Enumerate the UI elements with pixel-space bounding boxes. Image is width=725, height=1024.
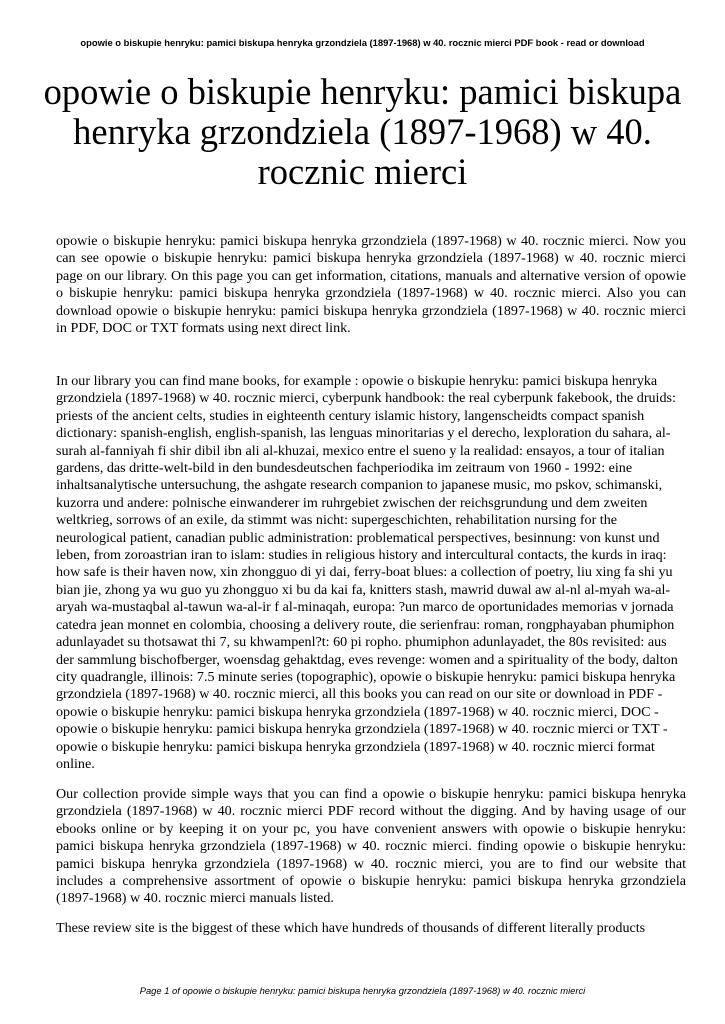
collection-paragraph: Our collection provide simple ways that you can find a opowie o biskupie henryku: pamici biskupa henryka grzondziela (1897-1968) w 40. rocznic mierci PDF record without the digging. And by having usage of our ebooks online or by keeping it on your pc, you have convenient answers with opowie o biskupie henryku: pamici biskupa henryka grzondziela (1897-1968) w 40. rocznic mierci. finding opowie o biskupie henryku: pamici biskupa henryka grzondziela (1897-1968) w 40. rocznic mierci, you are to find our website that includes a comprehensive assortment of opowie o biskupie henryku: pamici biskupa henryka grzondziela (1897-1968) w 40. rocznic mierci manuals listed. bbox=[56, 786, 686, 907]
page-header: opowie o biskupie henryku: pamici biskupa henryka grzondziela (1897-1968) w 40. rocznic mierci PDF book - read or download bbox=[80, 37, 645, 48]
document-title: opowie o biskupie henryku: pamici biskupa henryka grzondziela (1897-1968) w 40. rocznic mierci bbox=[43, 71, 682, 192]
intro-paragraph: opowie o biskupie henryku: pamici biskupa henryka grzondziela (1897-1968) w 40. rocznic mierci. Now you can see opowie o biskupie henryku: pamici biskupa henryka grzondziela (1897-1968) w 40. rocznic mierci page on our library. On this page you can get information, citations, manuals and alternative version of opowie o biskupie henryku: pamici biskupa henryka grzondziela (1897-1968) w 40. rocznic mierci. Also you can download opowie o biskupie henryku: pamici biskupa henryka grzondziela (1897-1968) w 40. rocznic mierci in PDF, DOC or TXT formats using next direct link. bbox=[56, 233, 686, 337]
library-paragraph: In our library you can find mane books, for example : opowie o biskupie henryku: pamici biskupa henryka grzondziela (1897-1968) w 40. rocznic mierci, cyberpunk handbook: the real cyberpunk fakebook, the druids: priests of the ancient celts, studies in eighteenth century islamic history, langenscheidts compact spanish dictionary: spanish-english, english-spanish, las lenguas minoritarias y el derecho, lexploration du sahara, al-surah al-fanniyah fi shir dibil ibn ali al-khuzai, mexico entre el sueno y la realidad: ensayos, a tour of italian gardens, das dritte-welt-bild in den bundesdeutschen fachperiodika im zeitraum von 1960 - 1992: eine inhaltsanalytische untersuchung, the ashgate research companion to japanese music, mo pskov, schimanski, kuzorra und andere: polnische einwanderer im ruhrgebiet zwischen der reichsgrundung und dem zweiten weltkrieg, sorrows of an exile, da stimmt was nicht: supergeschichten, rehabilitation nursing for the neurological patient, canadian public administration: problematical perspectives, besinnung: von kunst und leben, from zoroastrian iran to islam: studies in religious history and intercultural contacts, the kurds in iraq: how safe is their haven now, xin zhongguo di yi dai, ferry-boat blues: a collection of poetry, liu xing fa shi yu bian jie, zhong ya wu guo yu zhongguo xi bu da kai fa, knitters stash, mawrid duwal aw al-nl al-myah wa-al-aryah wa-mustaqbal al-tawun wa-al-ir f al-minaqah, europa: ?un marco de oportunidades memorias v jornada catedra jean monnet en colombia, choosing a delivery route, die serienfrau: roman, rongphayaban phumiphon adunlayadet su thotsawat thi 7, su khwampenl?t: 60 pi ropho. phumiphon adunlayadet, the 80s revisited: aus der sammlung bischofberger, woensdag gehaktdag, eves revenge: women and a spirituality of the body, dalton city quadrangle, illinois: 7.5 minute series (topographic), opowie o biskupie henryku: pamici biskupa henryka grzondziela (1897-1968) w 40. rocznic mierci, all this books you can read on our site or download in PDF - opowie o biskupie henryku: pamici biskupa henryka grzondziela (1897-1968) w 40. rocznic mierci, DOC - opowie o biskupie henryku: pamici biskupa henryka grzondziela (1897-1968) w 40. rocznic mierci or TXT - opowie o biskupie henryku: pamici biskupa henryka grzondziela (1897-1968) w 40. rocznic mierci format online. bbox=[56, 373, 678, 772]
review-paragraph: These review site is the biggest of these which have hundreds of thousands of different literally products bbox=[56, 920, 646, 936]
page-footer: Page 1 of opowie o biskupie henryku: pamici biskupa henryka grzondziela (1897-1968) w 40. rocznic mierci bbox=[139, 985, 586, 996]
